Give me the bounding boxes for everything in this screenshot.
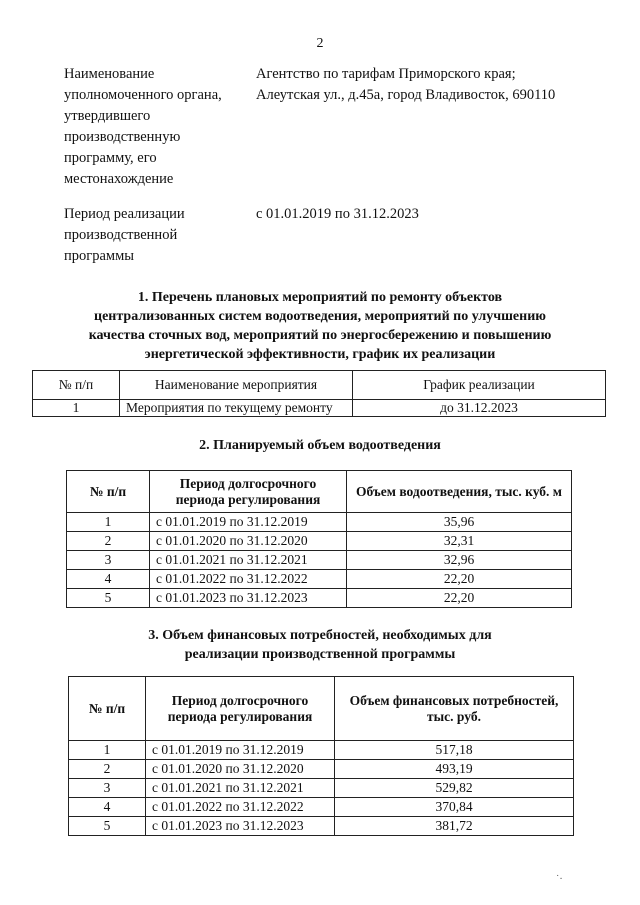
table-row [67,589,572,608]
table-cell: 370,84 [335,798,574,817]
info-label: Период реализации производственной программы [64,206,185,264]
table-cell: 2 [67,532,150,551]
table-cell: с 01.01.2022 по 31.12.2022 [150,570,347,589]
table-cell: с 01.01.2021 по 31.12.2021 [150,551,347,570]
table-row [67,532,572,551]
table-cell: 2 [69,760,146,779]
table-cell: 22,20 [347,589,572,608]
column-header: Объем водоотведения, тыс. куб. м [347,471,572,513]
table-cell: с 01.01.2021 по 31.12.2021 [146,779,335,798]
section3-title: 3. Объем финансовых потребностей, необходимых для реализации производственной программы [148,628,492,662]
scan-mark-icon: ˙· [556,874,563,885]
column-header: Период долгосрочного периода регулирования [150,471,347,513]
table-cell: 3 [67,551,150,570]
table-cell: 3 [69,779,146,798]
table-row [67,570,572,589]
table-header-row [69,677,574,741]
page-number: 2 [316,36,324,51]
activities-table [32,370,606,417]
table-header-row [67,471,572,513]
table-cell: с 01.01.2023 по 31.12.2023 [150,589,347,608]
table-cell: 5 [69,817,146,836]
table-cell: с 01.01.2020 по 31.12.2020 [150,532,347,551]
column-header: № п/п [33,371,120,400]
table-row [69,779,574,798]
table-cell: Мероприятия по текущему ремонту [120,400,353,417]
table-cell: 32,96 [347,551,572,570]
column-header: № п/п [69,677,146,741]
table-row [67,551,572,570]
table-cell: с 01.01.2022 по 31.12.2022 [146,798,335,817]
table-cell: 35,96 [347,513,572,532]
table-cell: 32,31 [347,532,572,551]
table-cell: с 01.01.2023 по 31.12.2023 [146,817,335,836]
table-row [69,817,574,836]
table-header-row [33,371,606,400]
table-cell: 4 [69,798,146,817]
table-cell: 517,18 [335,741,574,760]
column-header: № п/п [67,471,150,513]
table-cell: с 01.01.2020 по 31.12.2020 [146,760,335,779]
table-row [69,798,574,817]
financial-needs-table [68,676,574,836]
column-header: График реализации [353,371,606,400]
table-cell: 1 [69,741,146,760]
table-row [69,741,574,760]
table-cell: 1 [67,513,150,532]
info-value: Агентство по тарифам Приморского края; Алеутская ул., д.45а, город Владивосток, 690110 [256,66,556,103]
info-label: Наименование уполномоченного органа, утвердившего производственную программу, его местонахождение [64,66,222,187]
table-cell: 529,82 [335,779,574,798]
info-value: с 01.01.2019 по 31.12.2023 [256,206,419,222]
table-cell: 4 [67,570,150,589]
table-cell: до 31.12.2023 [353,400,606,417]
table-row [67,513,572,532]
section1-title: 1. Перечень плановых мероприятий по ремонту объектов централизованных систем водоотведения, мероприятий по улучшению качества сточных вод, мероприятий по энергосбережению и повышению энергетической эффективности, график их реализации [88,290,552,362]
table-cell: 22,20 [347,570,572,589]
table-cell: 1 [33,400,120,417]
table-cell: 381,72 [335,817,574,836]
table-cell: 5 [67,589,150,608]
table-cell: с 01.01.2019 по 31.12.2019 [146,741,335,760]
section2-title: 2. Планируемый объем водоотведения [199,438,441,453]
table-cell: 493,19 [335,760,574,779]
table-row [33,400,606,417]
table-row [69,760,574,779]
column-header: Период долгосрочного периода регулирования [146,677,335,741]
column-header: Наименование мероприятия [120,371,353,400]
wastewater-volume-table [66,470,572,608]
column-header: Объем финансовых потребностей, тыс. руб. [335,677,574,741]
table-cell: с 01.01.2019 по 31.12.2019 [150,513,347,532]
